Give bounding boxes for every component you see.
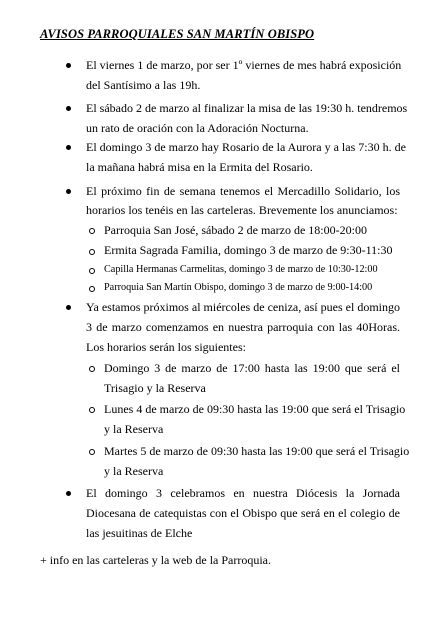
bullet-icon: [66, 145, 71, 150]
page-title: AVISOS PARROQUIALES SAN MARTÍN OBISPO: [40, 27, 315, 41]
bullet-icon: [66, 189, 71, 194]
notice-line: del Santísimo a las 19h.: [86, 78, 201, 92]
notice-line: horarios los tenéis en las carteleras. Brevemente los anunciamos:: [86, 203, 398, 217]
schedule-line: Parroquia San José, sábado 2 de marzo de 18:00-20:00: [104, 223, 367, 237]
schedule-line: Lunes 4 de marzo de 09:30 hasta las 19:00 que será el Trisagio: [104, 402, 406, 416]
notice-line: Diocesana de catequistas con el Obispo que será en el colegio de: [86, 506, 400, 520]
sub-bullet-icon: [89, 366, 95, 372]
sub-bullet-icon: [89, 449, 95, 455]
notice-line: El viernes 1 de marzo, por ser 1º viernes de mes habrá exposición: [86, 58, 402, 72]
notice-line: 3 de marzo comenzamos en nuestra parroquia con las 40Horas.: [86, 320, 400, 334]
notice-line: un rato de oración con la Adoración Nocturna.: [86, 121, 309, 135]
footer-note: + info en las carteleras y la web de la Parroquia.: [40, 553, 272, 567]
schedule-line: Trisagio y la Reserva: [104, 381, 206, 395]
bullet-icon: [66, 491, 71, 496]
notice-line: El domingo 3 celebramos en nuestra Diócesis la Jornada: [86, 486, 400, 500]
schedule-line: Capilla Hermanas Carmelitas, domingo 3 de marzo de 10:30-12:00: [104, 264, 378, 275]
notice-line: Ya estamos próximos al miércoles de ceniza, así pues el domingo: [86, 300, 400, 314]
schedule-line: y la Reserva: [104, 464, 164, 478]
notice-line: El próximo fin de semana tenemos el Mercadillo Solidario, los: [86, 184, 400, 198]
schedule-line: Parroquia San Martín Obispo, domingo 3 de marzo de 9:00-14:00: [104, 282, 373, 293]
sub-bullet-icon: [89, 286, 95, 292]
notice-line: El domingo 3 de marzo hay Rosario de la Aurora y a las 7:30 h. de: [86, 140, 406, 154]
schedule-line: Martes 5 de marzo de 09:30 hasta las 19:00 que será el Trisagio: [104, 444, 410, 458]
notice-line: las jesuitinas de Elche: [86, 526, 193, 540]
bullet-icon: [66, 63, 71, 68]
notice-line: Los horarios serán los siguientes:: [86, 340, 246, 354]
schedule-line: Domingo 3 de marzo de 17:00 hasta las 19:00 que será el: [104, 361, 400, 375]
bullet-icon: [66, 305, 71, 310]
schedule-line: Ermita Sagrada Familia, domingo 3 de marzo de 9:30-11:30: [104, 243, 393, 257]
sub-bullet-icon: [89, 249, 95, 255]
schedule-line: y la Reserva: [104, 422, 164, 436]
sub-bullet-icon: [89, 268, 95, 274]
sub-bullet-icon: [89, 407, 95, 413]
notice-line: la mañana habrá misa en la Ermita del Rosario.: [86, 160, 313, 174]
notice-line: El sábado 2 de marzo al finalizar la misa de las 19:30 h. tendremos: [86, 101, 408, 115]
sub-bullet-icon: [89, 228, 95, 234]
bullet-icon: [66, 106, 71, 111]
